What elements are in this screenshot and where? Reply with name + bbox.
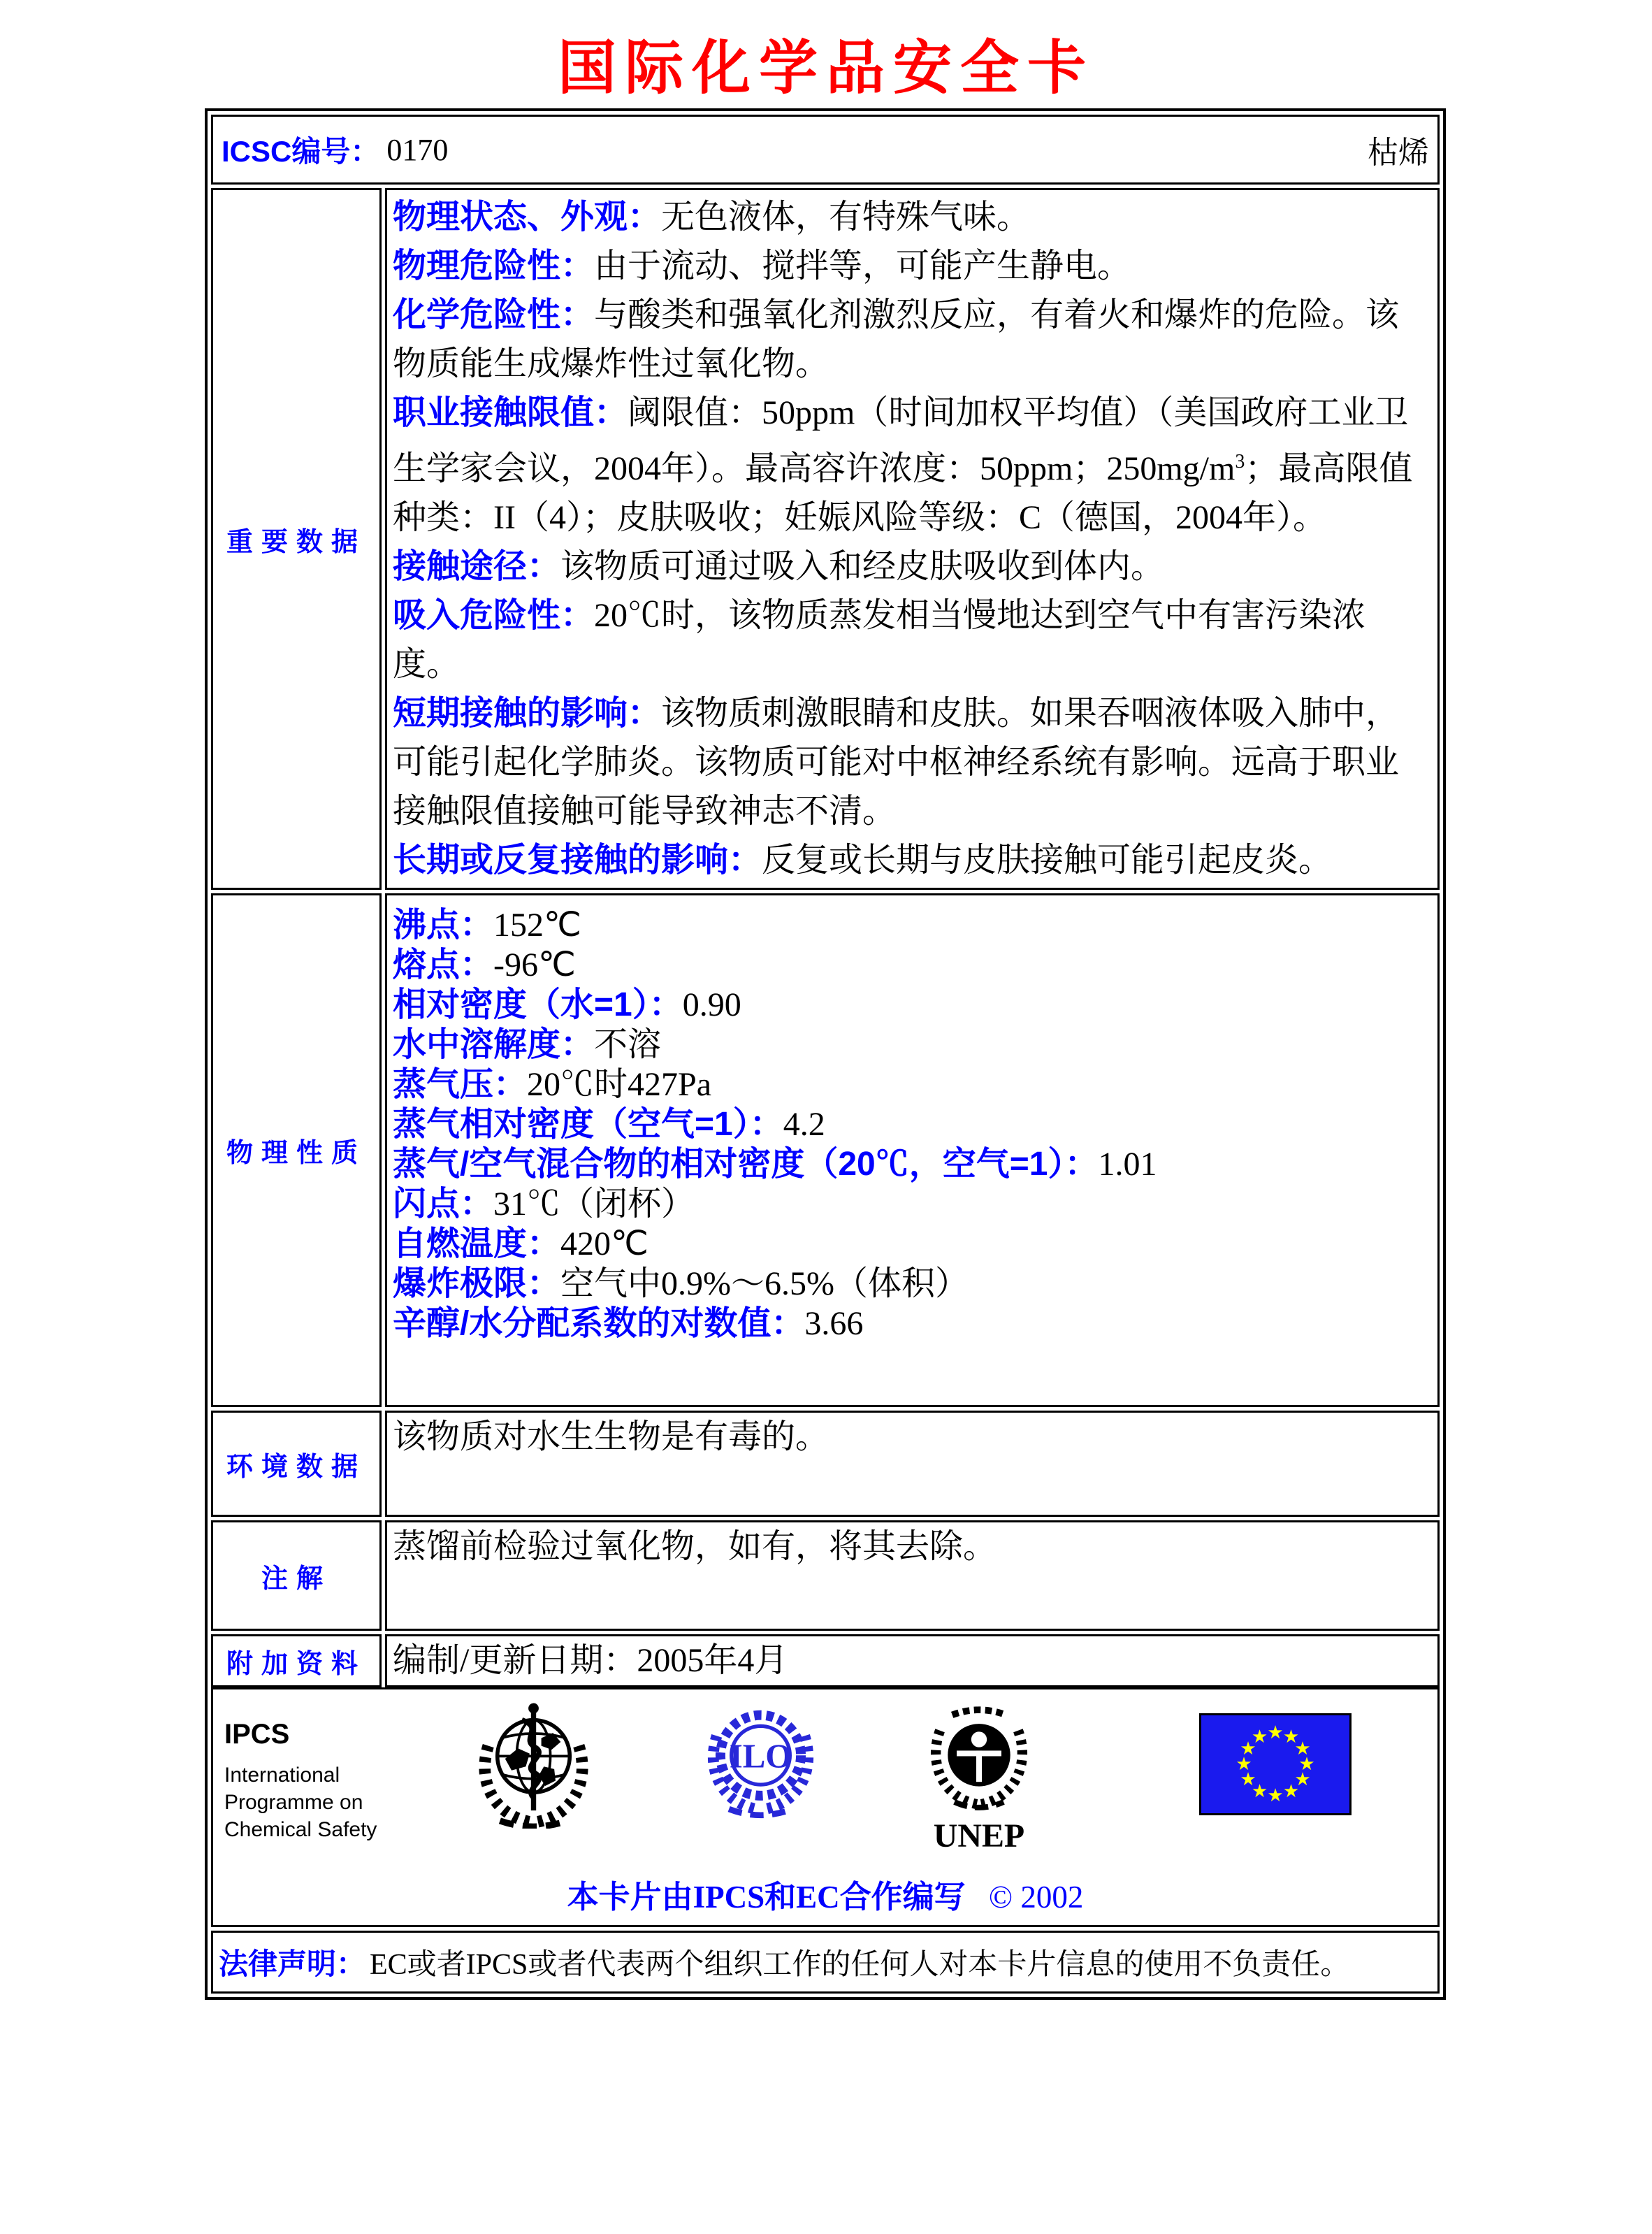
unep-logo-text: UNEP bbox=[933, 1817, 1025, 1854]
field-label: 物理危险性： bbox=[393, 247, 595, 284]
logos-cell bbox=[211, 1687, 1440, 1927]
field-label: 吸入危险性： bbox=[393, 597, 595, 634]
field-label: 物理状态、外观： bbox=[393, 199, 662, 236]
eu-flag-star: ★ bbox=[1294, 1769, 1311, 1790]
paragraph bbox=[393, 242, 1432, 291]
paragraph bbox=[393, 1525, 1432, 1569]
field-label: 自燃温度： bbox=[393, 1225, 561, 1262]
icsc-card bbox=[205, 108, 1446, 2000]
legal-text: EC或者IPCS或者代表两个组织工作的任何人对本卡片信息的使用不负责任。 bbox=[370, 1949, 1350, 1981]
eu-flag-star: ★ bbox=[1240, 1738, 1256, 1759]
eu-flag-star: ★ bbox=[1282, 1727, 1300, 1747]
section-label-text: 物理性质 bbox=[226, 1139, 366, 1168]
paragraph bbox=[393, 193, 1432, 242]
field-label: 辛醇/水分配系数的对数值： bbox=[393, 1305, 805, 1342]
field-text: 该物质可通过吸入和经皮肤吸收到体内。 bbox=[560, 548, 1165, 585]
paragraph bbox=[393, 689, 1432, 836]
paragraph bbox=[393, 542, 1432, 591]
section-content-env bbox=[385, 1411, 1440, 1517]
field-label: 相对密度（水=1）： bbox=[393, 986, 683, 1023]
section-label-text: 注解 bbox=[261, 1564, 331, 1594]
ipcs-text-block bbox=[224, 1699, 448, 1843]
caption-year: © 2002 bbox=[988, 1880, 1084, 1915]
unep-logo-icon bbox=[923, 1699, 1035, 1860]
section-notes bbox=[211, 1520, 1440, 1631]
section-env bbox=[211, 1411, 1440, 1517]
paragraph bbox=[393, 836, 1432, 885]
field-text: 20℃时，该物质蒸发相当慢地达到空气中有害污染浓度。 bbox=[393, 597, 1366, 683]
paragraph bbox=[393, 945, 1432, 985]
field-label: 短期接触的影响： bbox=[393, 695, 662, 732]
eu-flag-star: ★ bbox=[1236, 1754, 1252, 1775]
ipcs-line-2: Programme on bbox=[224, 1791, 363, 1814]
field-label: 蒸气压： bbox=[393, 1066, 528, 1103]
field-label: 爆炸极限： bbox=[393, 1265, 561, 1302]
field-text: 阈限值：50ppm（时间加权平均值）（美国政府工业卫生学家会议，2004年）。最高容许浓度：50ppm；250mg/m bbox=[393, 394, 1409, 487]
eu-flag-star: ★ bbox=[1240, 1769, 1256, 1790]
field-text: 3.66 bbox=[804, 1305, 864, 1342]
paragraph bbox=[393, 985, 1432, 1025]
eu-flag-star: ★ bbox=[1294, 1738, 1311, 1759]
eu-flag-star: ★ bbox=[1267, 1722, 1284, 1743]
field-text: 编制/更新日期：2005年4月 bbox=[393, 1642, 788, 1679]
page-title: 国际化学品安全卡 bbox=[557, 36, 1094, 101]
legal-row bbox=[211, 1931, 1440, 1994]
paragraph bbox=[393, 291, 1432, 389]
section-label-env bbox=[211, 1411, 382, 1517]
field-text: 20℃时427Pa bbox=[527, 1066, 712, 1103]
paragraph bbox=[393, 905, 1432, 945]
field-text: 0.90 bbox=[682, 986, 741, 1023]
field-text: -96℃ bbox=[493, 946, 576, 983]
section-label-addinfo bbox=[211, 1634, 382, 1687]
eu-flag-icon bbox=[1199, 1713, 1352, 1815]
eu-flag-star: ★ bbox=[1298, 1754, 1315, 1775]
icsc-header-cell bbox=[211, 115, 1440, 185]
paragraph bbox=[393, 1065, 1432, 1104]
paragraph bbox=[393, 389, 1432, 542]
section-label-notes bbox=[211, 1520, 382, 1631]
who-logo-icon bbox=[469, 1699, 598, 1829]
paragraph bbox=[393, 1184, 1432, 1224]
field-label: 熔点： bbox=[393, 946, 494, 983]
field-text: 反复或长期与皮肤接触可能引起皮炎。 bbox=[762, 842, 1333, 879]
paragraph bbox=[393, 1304, 1432, 1343]
paragraph bbox=[393, 1264, 1432, 1304]
ipcs-line-1: International bbox=[224, 1764, 340, 1787]
logos-strip bbox=[219, 1699, 1432, 1860]
ilo-logo-icon bbox=[700, 1699, 822, 1829]
field-text: 该物质刺激眼睛和皮肤。如果吞咽液体吸入肺中，可能引起化学肺炎。该物质可能对中枢神经系统有影响。远高于职业接触限值接触可能导致神志不清。 bbox=[393, 695, 1400, 830]
paragraph bbox=[393, 1144, 1432, 1184]
caption-text: 本卡片由IPCS和EC合作编写 bbox=[567, 1880, 966, 1915]
sections-container bbox=[211, 188, 1440, 1687]
field-text: 4.2 bbox=[783, 1106, 825, 1143]
paragraph bbox=[393, 1025, 1432, 1065]
eu-flag-star: ★ bbox=[1251, 1781, 1268, 1802]
icsc-header-row bbox=[211, 115, 1440, 185]
section-props bbox=[211, 893, 1440, 1407]
icsc-number-label: ICSC编号： bbox=[222, 135, 380, 168]
field-label: 蒸气/空气混合物的相对密度（20℃，空气=1）： bbox=[393, 1146, 1099, 1183]
eu-flag-star: ★ bbox=[1267, 1785, 1284, 1806]
field-label: 长期或反复接触的影响： bbox=[393, 842, 762, 879]
paragraph bbox=[393, 1639, 1432, 1682]
section-label-text: 环境数据 bbox=[226, 1452, 366, 1482]
field-text: ；最高限值种类：II（4）；皮肤吸收；妊娠风险等级：C（德国，2004年）。 bbox=[393, 450, 1413, 536]
section-content-props bbox=[385, 893, 1440, 1407]
ipcs-line-3: Chemical Safety bbox=[224, 1818, 377, 1841]
ilo-logo-text: ILO bbox=[729, 1736, 792, 1775]
section-content-important bbox=[385, 188, 1440, 890]
paragraph bbox=[393, 591, 1432, 689]
paragraph bbox=[393, 1415, 1432, 1459]
field-text: 420℃ bbox=[560, 1225, 649, 1262]
section-label-text: 附加资料 bbox=[226, 1649, 366, 1679]
field-label: 职业接触限值： bbox=[393, 394, 628, 431]
field-text: 与酸类和强氧化剂激烈反应，有着火和爆炸的危险。该物质能生成爆炸性过氧化物。 bbox=[393, 296, 1400, 382]
section-label-important bbox=[211, 188, 382, 890]
substance-name: 枯烯 bbox=[1368, 136, 1429, 170]
field-text: 由于流动、搅拌等，可能产生静电。 bbox=[594, 247, 1131, 284]
section-label-props bbox=[211, 893, 382, 1407]
field-label: 水中溶解度： bbox=[393, 1026, 595, 1063]
icsc-number-value: 0170 bbox=[386, 132, 449, 167]
field-label: 化学危险性： bbox=[393, 296, 595, 333]
field-text: 无色液体，有特殊气味。 bbox=[661, 199, 1031, 236]
field-label: 沸点： bbox=[393, 907, 494, 944]
ipcs-title: IPCS bbox=[224, 1719, 290, 1750]
legal-label: 法律声明： bbox=[219, 1947, 366, 1980]
field-label: 蒸气相对密度（空气=1）： bbox=[393, 1106, 783, 1143]
field-text: 不溶 bbox=[594, 1026, 662, 1063]
section-important bbox=[211, 188, 1440, 890]
superscript-text: 3 bbox=[1235, 451, 1245, 473]
field-text: 31℃（闭杯） bbox=[493, 1186, 695, 1223]
field-text: 152℃ bbox=[493, 907, 581, 944]
section-addinfo bbox=[211, 1634, 1440, 1687]
legal-cell bbox=[211, 1931, 1440, 1994]
paragraph bbox=[393, 1104, 1432, 1144]
section-content-addinfo bbox=[385, 1634, 1440, 1687]
section-label-text: 重要数据 bbox=[226, 527, 366, 557]
section-content-notes bbox=[385, 1520, 1440, 1631]
field-label: 闪点： bbox=[393, 1186, 494, 1223]
eu-flag-star: ★ bbox=[1251, 1727, 1268, 1747]
footer-caption bbox=[219, 1871, 1432, 1917]
field-label: 接触途径： bbox=[393, 548, 561, 585]
paragraph bbox=[393, 1224, 1432, 1264]
logos-row bbox=[211, 1687, 1440, 1927]
eu-flag-star: ★ bbox=[1282, 1781, 1300, 1802]
field-text: 1.01 bbox=[1098, 1146, 1157, 1183]
field-text: 蒸馏前检验过氧化物，如有，将其去除。 bbox=[393, 1528, 997, 1565]
field-text: 该物质对水生生物是有毒的。 bbox=[393, 1418, 829, 1455]
field-text: 空气中0.9%～6.5%（体积） bbox=[560, 1265, 969, 1302]
